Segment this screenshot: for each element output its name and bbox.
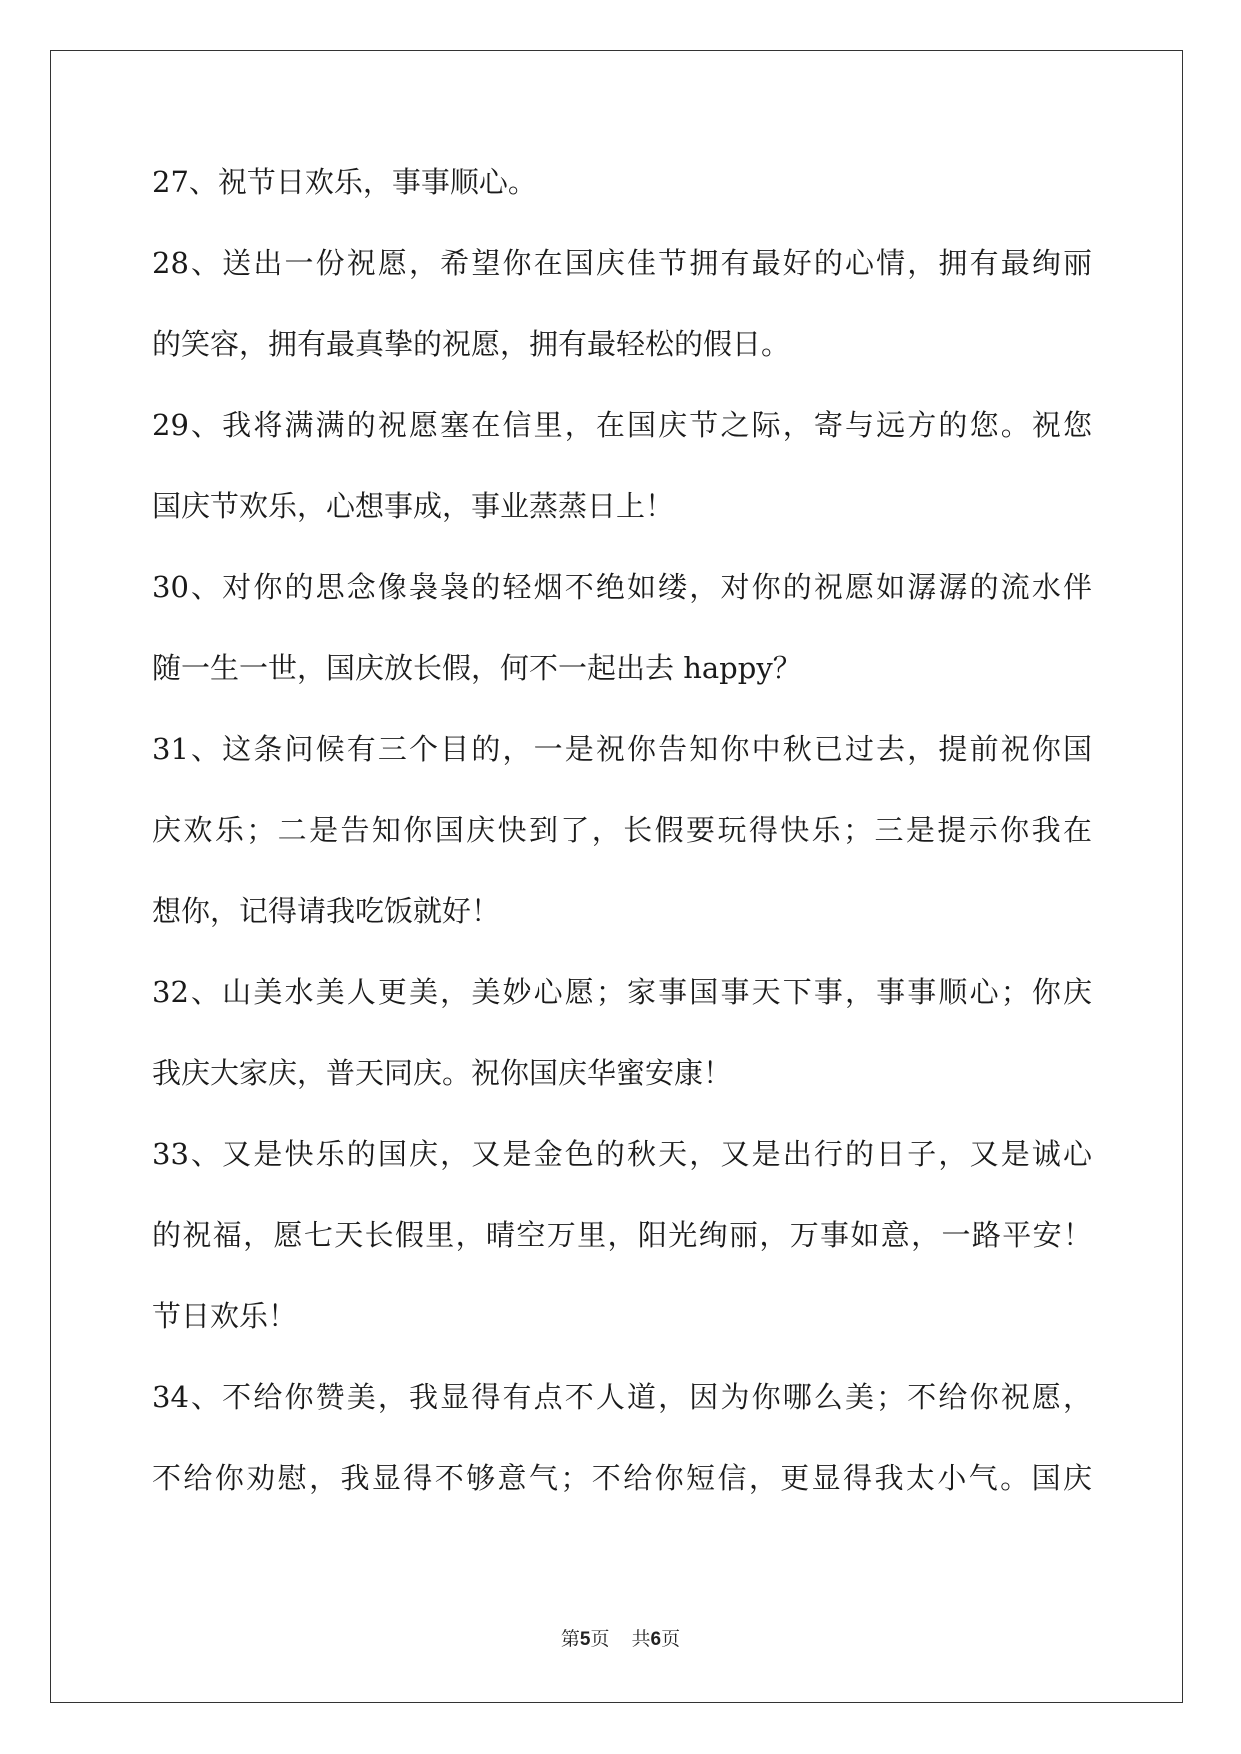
text-line: 31、这条问候有三个目的，一是祝你告知你中秋已过去，提前祝你国 [152,732,1092,766]
document-body [152,162,1092,1539]
text-line: 想你，记得请我吃饭就好！ [152,894,501,928]
page-footer [0,1627,1241,1652]
total-pages-number: 6 [650,1629,662,1650]
total-prefix: 共 [631,1628,651,1650]
current-page-number: 5 [579,1629,591,1650]
text-line: 27、祝节日欢乐，事事顺心。 [152,165,537,199]
page-suffix: 页 [590,1628,610,1650]
text-line: 庆欢乐；二是告知你国庆快到了，长假要玩得快乐；三是提示你我在 [152,813,1092,847]
text-line: 30、对你的思念像袅袅的轻烟不绝如缕，对你的祝愿如潺潺的流水伴 [152,570,1092,604]
text-line: 随一生一世，国庆放长假，何不一起出去 happy？ [152,651,802,685]
text-line: 28、送出一份祝愿，希望你在国庆佳节拥有最好的心情，拥有最绚丽 [152,246,1092,280]
text-line: 我庆大家庆，普天同庆。祝你国庆华蜜安康！ [152,1056,733,1090]
text-line: 国庆节欢乐，心想事成，事业蒸蒸日上！ [152,489,675,523]
total-suffix: 页 [661,1628,681,1650]
text-line: 32、山美水美人更美，美妙心愿；家事国事天下事，事事顺心；你庆 [152,975,1092,1009]
text-line: 不给你劝慰，我显得不够意气；不给你短信，更显得我太小气。国庆 [152,1461,1092,1495]
text-line: 节日欢乐！ [152,1299,298,1333]
text-line: 33、又是快乐的国庆，又是金色的秋天，又是出行的日子，又是诚心 [152,1137,1092,1171]
page-prefix: 第 [560,1628,580,1650]
text-line: 29、我将满满的祝愿塞在信里，在国庆节之际，寄与远方的您。祝您 [152,408,1092,442]
text-line: 的笑容，拥有最真挚的祝愿，拥有最轻松的假日。 [152,327,791,361]
text-line: 的祝福，愿七天长假里，晴空万里，阳光绚丽，万事如意，一路平安！ [152,1218,1092,1252]
text-line: 34、不给你赞美，我显得有点不人道，因为你哪么美；不给你祝愿， [152,1380,1092,1414]
